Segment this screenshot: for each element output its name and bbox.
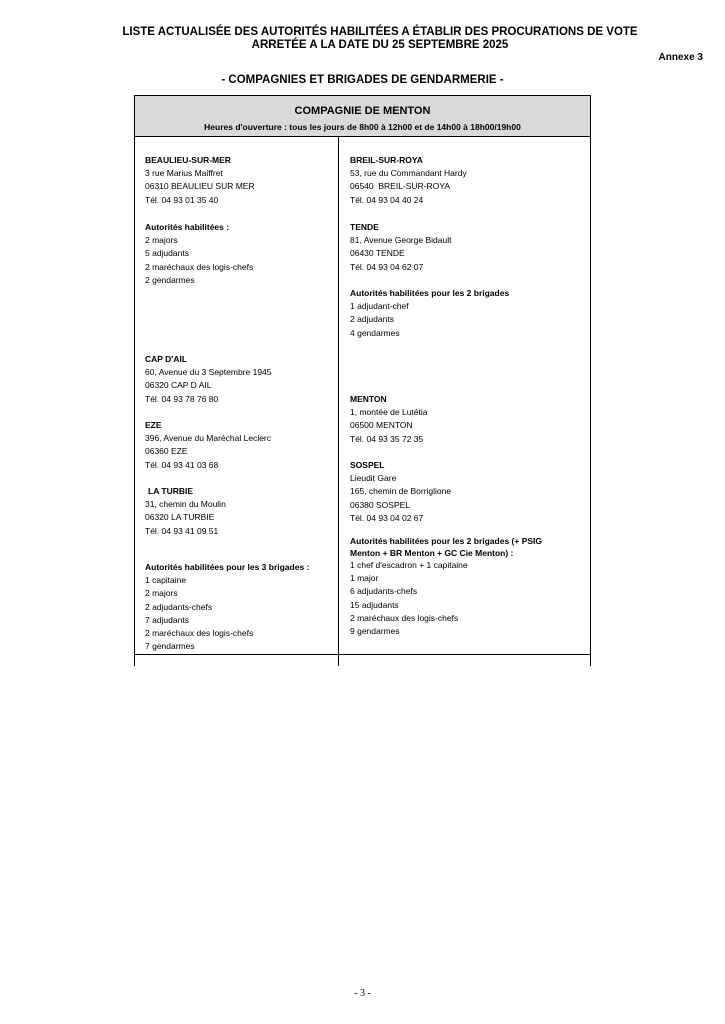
page-number: - 3 - bbox=[354, 988, 371, 999]
phone-line: Tél. 04 93 78 76 80 bbox=[145, 393, 219, 404]
address-line: 06380 SOSPEL bbox=[350, 499, 411, 510]
address-line: 60, Avenue du 3 Septembre 1945 bbox=[145, 367, 272, 378]
brigade-name: SOSPEL bbox=[350, 460, 385, 470]
phone-line: Tél. 04 93 04 40 24 bbox=[350, 194, 424, 205]
authority-line: 6 adjudants-chefs bbox=[350, 586, 418, 597]
phone-line: Tél. 04 93 35 72 35 bbox=[350, 433, 424, 444]
authorities-beaulieu bbox=[145, 221, 253, 287]
company-name: COMPAGNIE DE MENTON bbox=[294, 105, 431, 117]
title-line-2: ARRETÉE A LA DATE DU 25 SEPTEMBRE 2025 bbox=[251, 39, 509, 51]
brigade-sospel bbox=[350, 459, 451, 525]
address-line: 06430 TENDE bbox=[350, 248, 405, 259]
authorities-2-brigades-breil-tende bbox=[350, 287, 509, 340]
authority-line: 2 maréchaux des logis-chefs bbox=[145, 261, 254, 272]
brigade-menton bbox=[350, 393, 428, 446]
authority-line: 1 chef d'escadron + 1 capitaine bbox=[350, 560, 468, 570]
address-line: Lieudit Gare bbox=[350, 473, 397, 484]
company-header bbox=[135, 96, 590, 137]
authority-line: 1 major bbox=[350, 573, 379, 584]
authority-line: 9 gendarmes bbox=[350, 626, 400, 637]
brigade-la-turbie bbox=[145, 485, 226, 538]
authorities-heading: Autorités habilitées pour les 2 brigades bbox=[350, 288, 510, 298]
address-line: 31, chemin du Moulin bbox=[145, 499, 226, 510]
address-line: 06360 EZE bbox=[145, 446, 188, 457]
brigade-tende bbox=[350, 221, 451, 274]
address-line: 1, montée de Lutétia bbox=[350, 407, 428, 418]
authority-line: 4 gendarmes bbox=[350, 327, 400, 338]
section-subtitle: - COMPAGNIES ET BRIGADES DE GENDARMERIE - bbox=[221, 74, 504, 86]
authority-line: 2 maréchaux des logis-chefs bbox=[145, 628, 254, 639]
brigade-name: TENDE bbox=[350, 222, 379, 232]
authority-line: 2 adjudants bbox=[350, 314, 394, 325]
authorities-3-brigades bbox=[145, 561, 309, 653]
brigade-breil-sur-roya bbox=[350, 154, 467, 207]
phone-line: Tél. 04 93 01 35 40 bbox=[145, 194, 219, 205]
authority-line: 1 adjudant-chef bbox=[350, 301, 409, 312]
address-line: 3 rue Marius Maiffret bbox=[145, 168, 223, 179]
company-table bbox=[134, 95, 591, 666]
row-divider bbox=[135, 654, 590, 655]
annexe-label: Annexe 3 bbox=[658, 52, 703, 63]
authority-line: 2 adjudants-chefs bbox=[145, 601, 213, 612]
title-line-1: LISTE ACTUALISÉE DES AUTORITÉS HABILITÉES A ÉTABLIR DES PROCURATIONS DE VOTE bbox=[122, 26, 638, 38]
address-line: 165, chemin de Borriglione bbox=[350, 486, 452, 497]
authority-line: 5 adjudants bbox=[145, 248, 189, 259]
phone-line: Tél. 04 93 41 09 51 bbox=[145, 525, 219, 536]
address-line: 396, Avenue du Maréchal Leclerc bbox=[145, 433, 272, 444]
authority-line: 7 adjudants bbox=[145, 614, 189, 625]
phone-line: Tél. 04 93 04 02 67 bbox=[350, 512, 424, 523]
authorities-heading: Autorités habilitées : bbox=[145, 222, 230, 232]
address-line: 81, Avenue George Bidault bbox=[350, 235, 452, 246]
address-line: 06320 CAP D AIL bbox=[145, 380, 212, 391]
brigade-cap-dail bbox=[145, 353, 272, 406]
brigade-name: LA TURBIE bbox=[148, 486, 194, 496]
phone-line: Tél. 04 93 04 62 07 bbox=[350, 261, 424, 272]
authorities-heading-line-1: Autorités habilitées pour les 2 brigades (+ PSIG bbox=[350, 536, 543, 546]
authority-line: 7 gendarmes bbox=[145, 641, 195, 652]
address-line: 06500 MENTON bbox=[350, 420, 413, 431]
authority-line: 2 majors bbox=[145, 235, 178, 246]
authority-line: 2 majors bbox=[145, 588, 178, 599]
brigade-name: MENTON bbox=[350, 394, 387, 404]
authority-line: 15 adjudants bbox=[350, 599, 399, 610]
authority-line: 2 maréchaux des logis-chefs bbox=[350, 612, 459, 623]
address-line: 06540 BREIL-SUR-ROYA bbox=[350, 181, 450, 192]
address-line: 06320 LA TURBIE bbox=[145, 512, 215, 523]
authorities-heading: Autorités habilitées pour les 3 brigades : bbox=[145, 562, 310, 572]
authorities-heading-line-2: Menton + BR Menton + GC Cie Menton) : bbox=[350, 548, 514, 558]
brigade-name: CAP D'AIL bbox=[145, 354, 188, 364]
brigade-name: EZE bbox=[145, 420, 162, 430]
phone-line: Tél. 04 93 41 03 68 bbox=[145, 459, 219, 470]
authority-line: 2 gendarmes bbox=[145, 274, 195, 285]
address-line: 53, rue du Commandant Hardy bbox=[350, 168, 467, 179]
brigade-name: BREIL-SUR-ROYA bbox=[350, 155, 423, 165]
column-divider bbox=[338, 137, 339, 666]
brigade-name: BEAULIEU-SUR-MER bbox=[145, 155, 231, 165]
brigade-beaulieu bbox=[145, 154, 255, 207]
authorities-2-brigades-menton-sospel bbox=[350, 535, 542, 638]
authority-line: 1 capitaine bbox=[145, 575, 187, 586]
opening-hours: Heures d'ouverture : tous les jours de 8h00 à 12h00 et de 14h00 à 18h00/19h00 bbox=[204, 122, 521, 132]
brigade-eze bbox=[145, 419, 271, 472]
document-title bbox=[80, 26, 680, 52]
address-line: 06310 BEAULIEU SUR MER bbox=[145, 181, 255, 192]
